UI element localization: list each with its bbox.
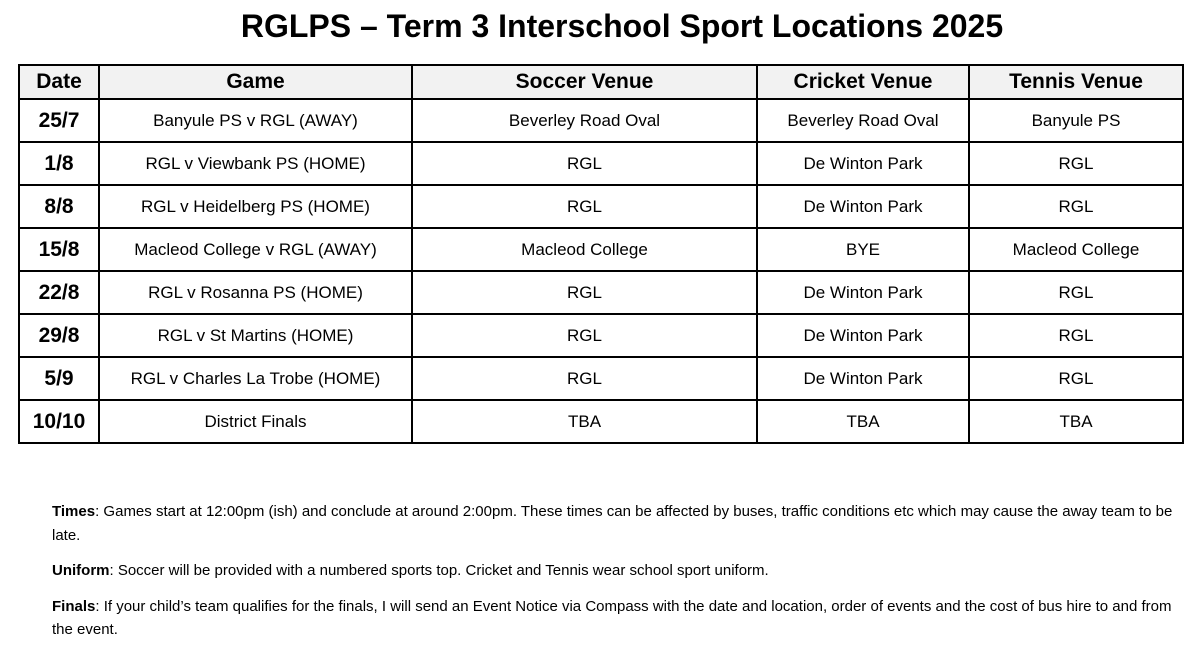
tennis-venue-cell: RGL	[969, 314, 1183, 357]
uniform-note	[52, 559, 1187, 583]
table-row	[19, 99, 1183, 142]
table-row	[19, 314, 1183, 357]
table-row	[19, 271, 1183, 314]
tennis-venue-cell: TBA	[969, 400, 1183, 443]
date-cell: 29/8	[19, 314, 99, 357]
date-cell: 25/7	[19, 99, 99, 142]
cricket-venue-cell: De Winton Park	[757, 357, 969, 400]
tennis-venue-cell: RGL	[969, 357, 1183, 400]
table-row	[19, 185, 1183, 228]
tennis-venue-cell: Macleod College	[969, 228, 1183, 271]
soccer-venue-cell: RGL	[412, 357, 757, 400]
soccer-venue-cell: Beverley Road Oval	[412, 99, 757, 142]
cricket-venue-cell: De Winton Park	[757, 314, 969, 357]
game-cell: Macleod College v RGL (AWAY)	[99, 228, 412, 271]
uniform-text: : Soccer will be provided with a numbered sports top. Cricket and Tennis wear school sport uniform.	[109, 562, 769, 579]
date-cell: 5/9	[19, 357, 99, 400]
game-cell: District Finals	[99, 400, 412, 443]
times-text: : Games start at 12:00pm (ish) and conclude at around 2:00pm. These times can be affected by buses, traffic conditions etc which may cause the away team to be late.	[52, 503, 1173, 544]
header-tennis-venue: Tennis Venue	[969, 65, 1183, 99]
page-title: RGLPS – Term 3 Interschool Sport Locations 2025	[240, 8, 1004, 44]
game-cell: RGL v Heidelberg PS (HOME)	[99, 185, 412, 228]
date-cell: 22/8	[19, 271, 99, 314]
table-row	[19, 357, 1183, 400]
soccer-venue-cell: TBA	[412, 400, 757, 443]
header-cricket-venue: Cricket Venue	[757, 65, 969, 99]
finals-text: : If your child’s team qualifies for the finals, I will send an Event Notice via Compass with the date and location, order of events and the cost of bus hire to and from the event.	[52, 597, 1172, 638]
date-cell: 8/8	[19, 185, 99, 228]
soccer-venue-cell: RGL	[412, 142, 757, 185]
header-game: Game	[99, 65, 412, 99]
cricket-venue-cell: Beverley Road Oval	[757, 99, 969, 142]
finals-label: Finals	[52, 597, 96, 615]
cricket-venue-cell: De Winton Park	[757, 142, 969, 185]
cricket-venue-cell: De Winton Park	[757, 185, 969, 228]
soccer-venue-cell: Macleod College	[412, 228, 757, 271]
header-date: Date	[19, 65, 99, 99]
game-cell: Banyule PS v RGL (AWAY)	[99, 99, 412, 142]
table-header-row	[19, 65, 1183, 99]
cricket-venue-cell: De Winton Park	[757, 271, 969, 314]
tennis-venue-cell: RGL	[969, 185, 1183, 228]
game-cell: RGL v Rosanna PS (HOME)	[99, 271, 412, 314]
date-cell: 1/8	[19, 142, 99, 185]
soccer-venue-cell: RGL	[412, 185, 757, 228]
tennis-venue-cell: Banyule PS	[969, 99, 1183, 142]
soccer-venue-cell: RGL	[412, 314, 757, 357]
tennis-venue-cell: RGL	[969, 142, 1183, 185]
uniform-label: Uniform	[52, 562, 110, 579]
times-label: Times	[52, 503, 96, 520]
game-cell: RGL v Charles La Trobe (HOME)	[99, 357, 412, 400]
tennis-venue-cell: RGL	[969, 271, 1183, 314]
header-soccer-venue: Soccer Venue	[412, 65, 757, 99]
sport-locations-table	[18, 64, 1184, 444]
game-cell: RGL v Viewbank PS (HOME)	[99, 142, 412, 185]
times-note	[52, 500, 1187, 547]
game-cell: RGL v St Martins (HOME)	[99, 314, 412, 357]
soccer-venue-cell: RGL	[412, 271, 757, 314]
table-row	[19, 142, 1183, 185]
cricket-venue-cell: TBA	[757, 400, 969, 443]
cricket-venue-cell: BYE	[757, 228, 969, 271]
finals-note	[52, 595, 1187, 642]
notes-section	[52, 500, 1187, 654]
date-cell: 10/10	[19, 400, 99, 443]
table-row	[19, 400, 1183, 443]
table-row	[19, 228, 1183, 271]
date-cell: 15/8	[19, 228, 99, 271]
